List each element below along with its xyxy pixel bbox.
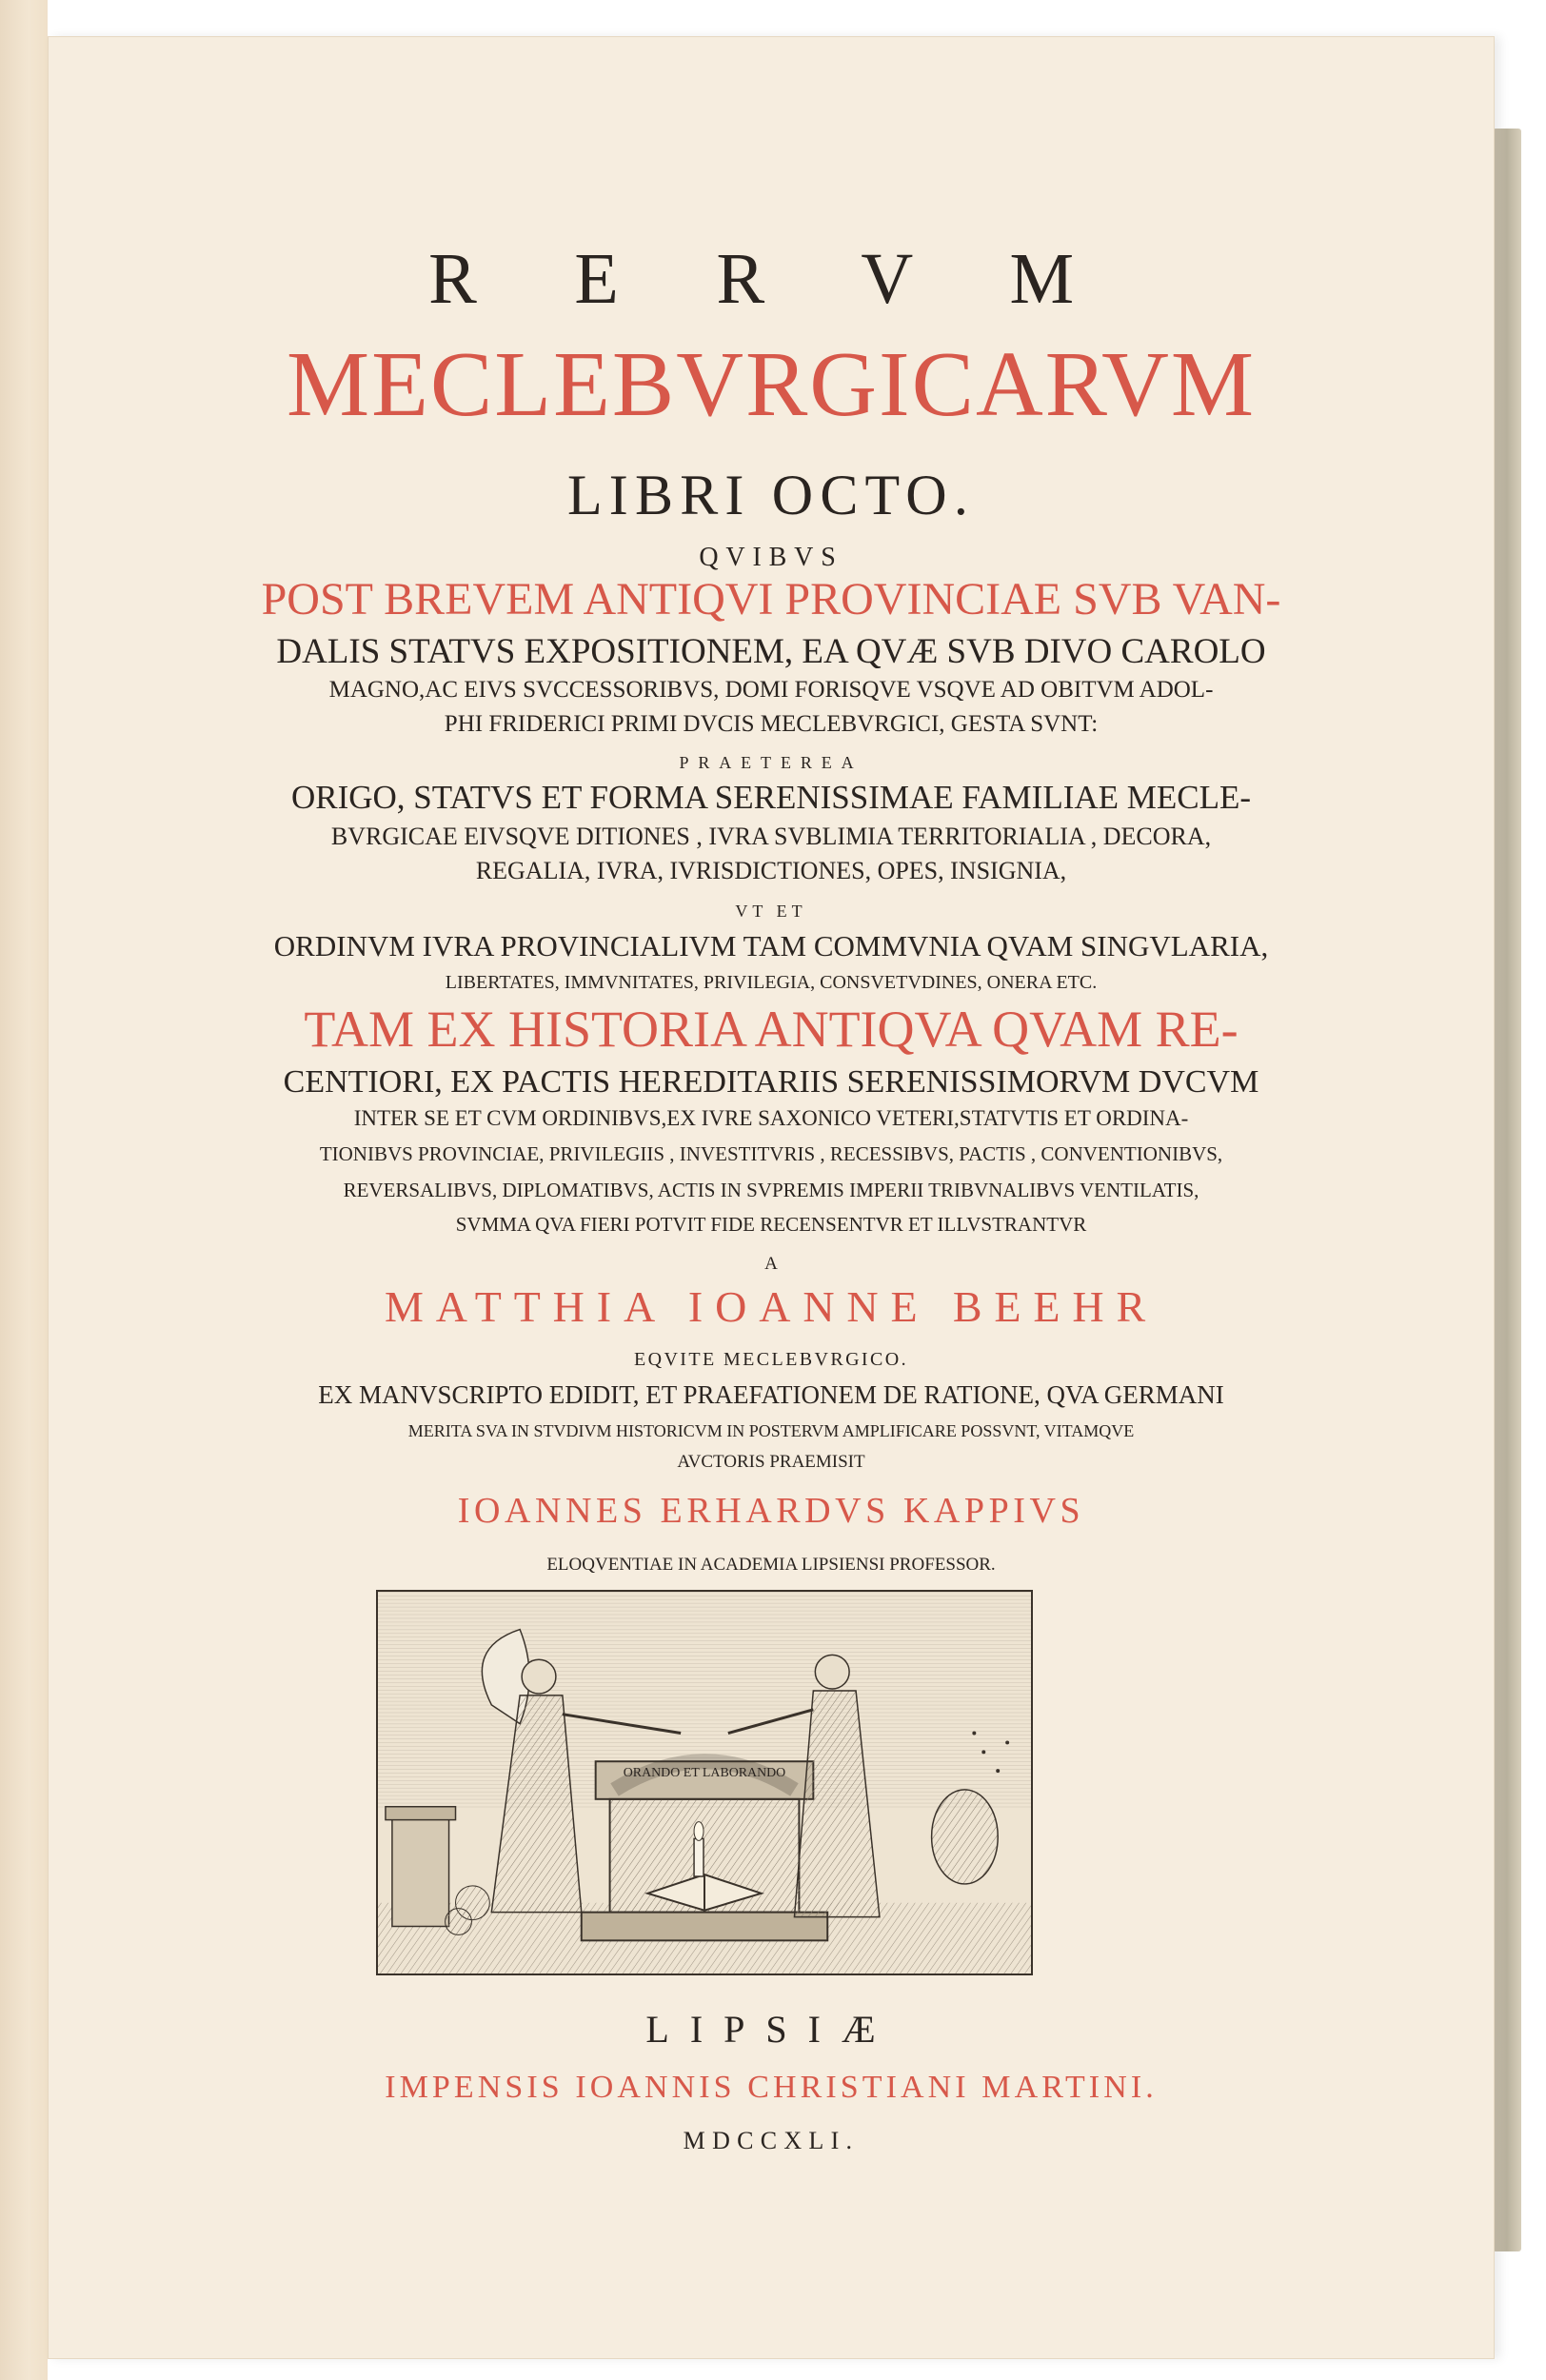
engraving-svg bbox=[378, 1592, 1031, 1973]
title-line-qvibvs: QVIBVS bbox=[699, 543, 843, 572]
title-line-15: LIBERTATES, IMMVNITATES, PRIVILEGIA, CONSVETVDINES, ONERA ETC. bbox=[445, 972, 1098, 993]
title-line-16: TAM EX HISTORIA ANTIQVA QVAM RE- bbox=[304, 1001, 1239, 1058]
title-line-11: BVRGICAE EIVSQVE DITIONES , IVRA SVBLIMIA TERRITORIALIA , DECORA, bbox=[330, 823, 1212, 850]
title-line-17: CENTIORI, EX PACTIS HEREDITARIIS SERENISSIMORVM DVCVM bbox=[283, 1064, 1259, 1100]
title-line-vt-et: VT ET bbox=[735, 902, 807, 921]
title-line-rervm: R E R V M bbox=[428, 239, 1114, 319]
title-line-10: ORIGO, STATVS ET FORMA SERENISSIMAE FAMILIAE MECLE- bbox=[290, 779, 1252, 816]
editor-title: ELOQVENTIAE IN ACADEMIA LIPSIENSI PROFESSOR. bbox=[546, 1555, 996, 1575]
page-edge-left bbox=[0, 0, 48, 2380]
title-line-6: DALIS STATVS EXPOSITIONEM, EA QVÆ SVB DIVO CAROLO bbox=[276, 632, 1266, 671]
author-title: EQVITE MECLEBVRGICO. bbox=[634, 1349, 908, 1370]
engraving-motto: ORANDO ET LABORANDO bbox=[623, 1766, 786, 1781]
title-line-8: PHI FRIDERICI PRIMI DVCIS MECLEBVRGICI, GESTA SVNT: bbox=[444, 711, 1099, 737]
engraving-illustration bbox=[376, 1590, 1033, 1975]
title-line-20: REVERSALIBVS, DIPLOMATIBVS, ACTIS IN SVPREMIS IMPERII TRIBVNALIBVS VENTILATIS, bbox=[343, 1179, 1199, 1201]
imprint-place: LIPSIÆ bbox=[645, 2008, 897, 2051]
title-line-18: INTER SE ET CVM ORDINIBVS,EX IVRE SAXONICO VETERI,STATVTIS ET ORDINA- bbox=[353, 1106, 1189, 1130]
title-line-7: MAGNO,AC EIVS SVCCESSORIBVS, DOMI FORISQVE VSQVE AD OBITVM ADOL- bbox=[328, 677, 1214, 703]
editor-name: IOANNES ERHARDVS KAPPIVS bbox=[457, 1491, 1085, 1531]
title-line-meclebvrgicarvm: MECLEBVRGICARVM bbox=[287, 333, 1256, 436]
author-name: MATTHIA IOANNE BEEHR bbox=[384, 1282, 1159, 1331]
title-line-27: AVCTORIS PRAEMISIT bbox=[677, 1452, 865, 1472]
title-line-21: SVMMA QVA FIERI POTVIT FIDE RECENSENTVR ET ILLVSTRANTVR bbox=[455, 1213, 1087, 1236]
title-line-12: REGALIA, IVRA, IVRISDICTIONES, OPES, INSIGNIA, bbox=[475, 857, 1067, 884]
imprint-year: MDCCXLI. bbox=[683, 2127, 860, 2154]
title-line-a: A bbox=[764, 1254, 778, 1274]
imprint-publisher: IMPENSIS IOANNIS CHRISTIANI MARTINI. bbox=[385, 2070, 1158, 2105]
title-line-5: POST BREVEM ANTIQVI PROVINCIAE SVB VAN- bbox=[261, 574, 1281, 625]
title-line-praeterea: PRAETEREA bbox=[679, 753, 863, 772]
page-edge-right bbox=[1493, 129, 1521, 2251]
title-line-25: EX MANVSCRIPTO EDIDIT, ET PRAEFATIONEM DE RATIONE, QVA GERMANI bbox=[318, 1380, 1224, 1409]
title-line-19: TIONIBVS PROVINCIAE, PRIVILEGIIS , INVESTITVRIS , RECESSIBVS, PACTIS , CONVENTIONIBVS, bbox=[319, 1142, 1223, 1165]
title-line-libri-octo: LIBRI OCTO. bbox=[566, 464, 976, 526]
title-line-14: ORDINVM IVRA PROVINCIALIVM TAM COMMVNIA QVAM SINGVLARIA, bbox=[273, 929, 1269, 962]
title-line-26: MERITA SVA IN STVDIVM HISTORICVM IN POSTERVM AMPLIFICARE POSSVNT, VITAMQVE bbox=[407, 1421, 1135, 1440]
